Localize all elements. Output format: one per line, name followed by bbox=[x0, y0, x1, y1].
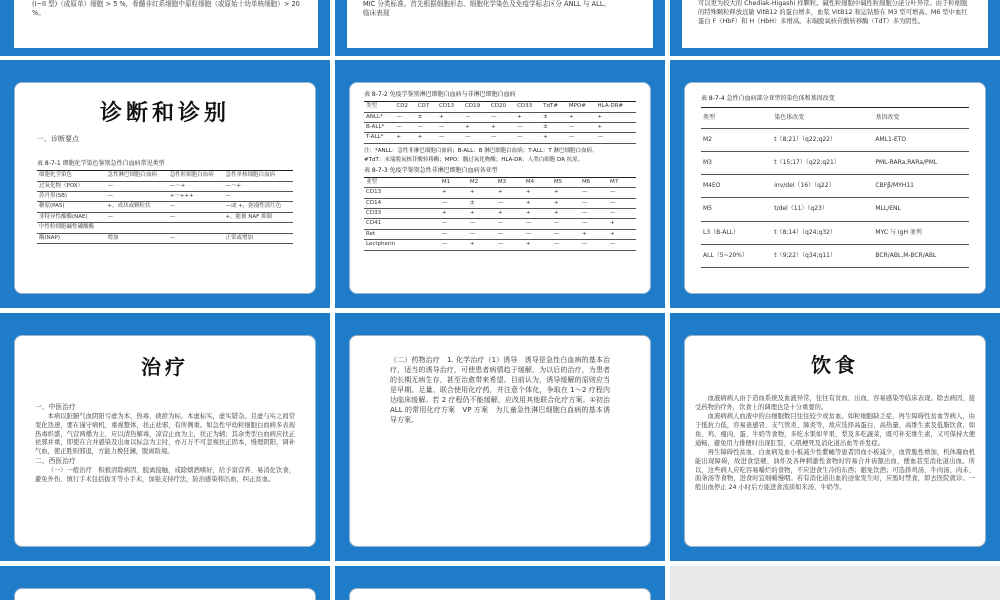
column-header: CD19 bbox=[463, 102, 489, 112]
table-cell: — bbox=[496, 229, 524, 239]
column-header: 急性单核细胞白血病 bbox=[223, 171, 293, 181]
table-cell: 增加 bbox=[106, 233, 168, 243]
column-header: CD13 bbox=[437, 102, 463, 112]
table-cell: +～+++ bbox=[168, 192, 224, 202]
table-cell: M5 bbox=[701, 198, 772, 221]
table-cell: PML-RARa,RARa/PML bbox=[873, 152, 969, 175]
table-cell: — bbox=[168, 233, 224, 243]
table-cell: — bbox=[496, 219, 524, 229]
table-cell: — bbox=[440, 229, 468, 239]
column-header: MPO# bbox=[567, 102, 596, 112]
thumbnail-8[interactable] bbox=[335, 313, 665, 561]
table-cell: t（9;22）（q34;q11） bbox=[772, 244, 873, 267]
table-cell: +，能被 NAF 抑制 bbox=[223, 212, 293, 222]
table-cell: BCR/ABL,M-BCR/ABL bbox=[873, 244, 969, 267]
table-cell: — bbox=[596, 133, 636, 143]
table-cell: — bbox=[496, 240, 524, 250]
table-cell: 非特异性酯酶(NAE) bbox=[37, 212, 106, 222]
table-cell: M2 bbox=[701, 129, 772, 152]
column-header: M6 bbox=[580, 177, 608, 187]
thumbnail-9[interactable] bbox=[670, 313, 1000, 561]
table-row bbox=[701, 175, 969, 198]
column-header: 类型 bbox=[364, 102, 394, 112]
table-cell: CD41 bbox=[364, 219, 440, 229]
table-cell bbox=[168, 223, 224, 233]
text-line: 二、西医治疗 bbox=[35, 457, 76, 466]
table-cell: + bbox=[463, 122, 489, 132]
slide-title: 诊断和诊别 bbox=[99, 100, 230, 126]
table-row bbox=[364, 208, 636, 218]
table-cell: ± bbox=[416, 112, 437, 122]
slide-3-text: 可以更为较大的 Chediak-Higashi 样颗粒。碱性粒细胞中碱性粒细胞分泌分叶异常。由于粒细胞的特殊颗粒释放远敏 VitB12 的蛋白增多，血浆 VitB12 和运钴胺在 M3 型可增高。M6 型中血红蛋白 F（HbF）和 H（HbH）多增高。末端脱氧核苷酸转移酶（TdT）多为阴性。 bbox=[698, 0, 968, 25]
table-row bbox=[701, 221, 969, 244]
table-note: #TdT：末端脱氧核苷酸转移酶；MPO：髓过氧化物酶；HLA-DR：人类白细胞 DR 抗原。 bbox=[364, 157, 584, 164]
table-row bbox=[701, 129, 969, 152]
table-cell: 苏丹黑(SB) bbox=[37, 192, 106, 202]
table-cell: + bbox=[552, 188, 580, 198]
table-cell: — bbox=[580, 219, 608, 229]
table-cell: — bbox=[567, 122, 596, 132]
thumbnail-11[interactable] bbox=[335, 566, 665, 600]
slide-1 bbox=[14, 0, 318, 48]
table-cell: inv/del（16）（q22） bbox=[772, 175, 873, 198]
table-cell: + bbox=[496, 208, 524, 218]
table-cell: — bbox=[468, 219, 496, 229]
slide-diet bbox=[684, 335, 986, 547]
table-cell: MYC 与 IgH 並列 bbox=[873, 221, 969, 244]
slide-title: 饮食 bbox=[811, 353, 859, 377]
table-cell: 正常或增加 bbox=[223, 233, 293, 243]
table-cell: — bbox=[468, 229, 496, 239]
table-cell: — bbox=[223, 192, 293, 202]
table-cell: + bbox=[524, 198, 552, 208]
column-header: CD33 bbox=[515, 102, 541, 112]
table-cell: — bbox=[608, 198, 636, 208]
immuno-table-2 bbox=[364, 177, 636, 251]
slide-gene bbox=[684, 82, 986, 294]
column-header: 亚型 bbox=[364, 177, 440, 187]
column-header: M4 bbox=[524, 177, 552, 187]
column-header: HLA-DR# bbox=[596, 102, 636, 112]
thumbnail-5[interactable] bbox=[335, 60, 665, 308]
table-cell: + bbox=[440, 188, 468, 198]
table-cell: — bbox=[440, 198, 468, 208]
table-cell: + bbox=[496, 188, 524, 198]
table-cell: — bbox=[515, 133, 541, 143]
table-cell bbox=[223, 223, 293, 233]
table-cell: + bbox=[468, 240, 496, 250]
table-cell: 酶(NAP) bbox=[37, 233, 106, 243]
table-row bbox=[37, 212, 293, 222]
table-cell: — bbox=[608, 240, 636, 250]
table-cell: + bbox=[394, 133, 415, 143]
table-row bbox=[364, 188, 636, 198]
gene-table bbox=[701, 107, 969, 268]
table-cell: CD14 bbox=[364, 198, 440, 208]
slide-2-text: MIC 分类标准。首先根据细胞形态、细胞化学染色及免疫学标志区分 ANLL 与 ALL。 bbox=[363, 0, 611, 8]
table-cell: + bbox=[608, 219, 636, 229]
table-cell: + bbox=[468, 208, 496, 218]
table-row bbox=[37, 223, 293, 233]
table-cell: MLL/ENL bbox=[873, 198, 969, 221]
table-cell: — bbox=[440, 240, 468, 250]
table-cell: t（8;21）（q22;q22） bbox=[772, 129, 873, 152]
text-line: 一、中医治疗 bbox=[35, 403, 76, 411]
thumbnail-7[interactable] bbox=[0, 313, 330, 561]
table-row bbox=[364, 198, 636, 208]
table-caption: 表 8-7-1 细胞化学染色鉴别急性白血病常见类型 bbox=[37, 160, 165, 168]
column-header: M5 bbox=[552, 177, 580, 187]
table-cell: +，成块或颗粒状 bbox=[106, 202, 168, 212]
table-cell: — bbox=[463, 112, 489, 122]
table-cell: + bbox=[515, 112, 541, 122]
table-cell: AML1-ETO bbox=[873, 129, 969, 152]
table-cell: ± bbox=[541, 112, 567, 122]
table-cell: + bbox=[524, 188, 552, 198]
text-paragraph: 再生障碍性贫血、白血病及血小板减少性紫癜等患者因血小板减少，血管脆性增加，机体凝血机能出现障碍，故进食坚硬、油炸及各种刺激性食物时容易合并齿龈出血、便血甚至消化道出血。所以，这些病人应吃容易嚼烂的食物，不应进食生冷的东西；避免饮酒；可选择鸡汤、牛肉汤、肉末、面条汤等食物，进食时宜细嚼慢咽。若有消化道出血的迹象发生时，应暂时禁食，即去医院就诊。一般出血停止 24 小时后方能进食流质如米汤、牛奶等。 bbox=[695, 448, 975, 492]
table-cell: — bbox=[168, 202, 224, 212]
slide-2-subheading: 临床表现 bbox=[363, 9, 390, 18]
table-cell: — bbox=[463, 133, 489, 143]
table-row bbox=[37, 233, 293, 243]
table-cell: ALL（5~20%） bbox=[701, 244, 772, 267]
table-row bbox=[701, 152, 969, 175]
table-cell: + bbox=[468, 188, 496, 198]
column-header: 急性粒细胞白血病 bbox=[168, 171, 224, 181]
slide-3 bbox=[682, 0, 988, 48]
table-cell: + bbox=[596, 112, 636, 122]
table-cell: 过氧化物（POX） bbox=[37, 181, 106, 191]
slide-treatment bbox=[14, 335, 316, 547]
thumbnail-2[interactable] bbox=[335, 0, 665, 56]
thumbnail-4[interactable] bbox=[0, 60, 330, 308]
table-cell: + bbox=[440, 208, 468, 218]
text-paragraph: （二）药物治疗 1. 化学治疗（1）诱导 诱导是急性白血病的基本治疗，适当的诱导治疗，可使患者病情趋于缓解，为以后的治疗，为患者的长期无病生存，甚至治愈带来希望。目前认为，诱导缓解的原则应当是早期、足量、联合使用化疗药，并注意个体化，争取在 1～2 疗程内达临床缓解。若 2 疗程仍不能缓解，应改用其他联合化疗方案。①初治 ALL 的常用化疗方案 VP 方案 为儿童急性淋巴细胞白血病的基本诱导方案。 bbox=[390, 356, 610, 424]
table-cell: ± bbox=[541, 122, 567, 132]
empty-slot bbox=[670, 566, 1000, 600]
table-cell: — bbox=[437, 133, 463, 143]
table-cell: — bbox=[394, 112, 415, 122]
column-header: CD20 bbox=[489, 102, 515, 112]
table-caption: 表 8-7-2 免疫学鉴别淋巴细胞白血病与非淋巴细胞白血病 bbox=[364, 91, 516, 98]
table-cell: — bbox=[440, 219, 468, 229]
text-paragraph: （一）一般治疗 积极清除病因、脱离接触，戒除烟酒嗜好，给予富营养、易消化饮食，避免外伤、慎行手术包括拔牙等小手术，加强支持疗法，防治感染和出血，纠正贫血。 bbox=[35, 466, 295, 483]
column-header: 基因改变 bbox=[873, 108, 969, 129]
thumbnail-3[interactable] bbox=[670, 0, 1000, 56]
thumbnail-10[interactable] bbox=[0, 566, 330, 600]
table-cell: — bbox=[489, 133, 515, 143]
table-cell: + bbox=[552, 198, 580, 208]
column-header: 染色体改变 bbox=[772, 108, 873, 129]
column-header: M3 bbox=[496, 177, 524, 187]
table-cell: — bbox=[524, 229, 552, 239]
table-cell: — bbox=[106, 212, 168, 222]
table-cell: M4EO bbox=[701, 175, 772, 198]
stain-table bbox=[37, 170, 293, 244]
column-header: CD7 bbox=[416, 102, 437, 112]
table-caption: 表 8-7-4 急性白血病部分亚型的染色体和基因改变 bbox=[701, 95, 835, 102]
table-caption: 表 8-7-3 免疫学鉴别急性非淋巴细胞白血病各亚型 bbox=[364, 166, 498, 174]
table-cell: — bbox=[496, 198, 524, 208]
table-cell: — bbox=[437, 122, 463, 132]
table-cell: — bbox=[552, 219, 580, 229]
section-heading: 一、诊断要点 bbox=[37, 134, 79, 143]
slide-11 bbox=[349, 588, 651, 600]
table-row bbox=[37, 202, 293, 212]
column-header: CD2 bbox=[394, 102, 415, 112]
table-row bbox=[364, 240, 636, 250]
slide-diagnosis bbox=[14, 82, 316, 294]
table-cell: M3 bbox=[701, 152, 772, 175]
table-cell bbox=[106, 223, 168, 233]
immuno-table-1 bbox=[364, 101, 636, 144]
table-row bbox=[364, 229, 636, 239]
text-paragraph: 血液病病人血液中的白细胞数目往往较少或贫血。如粒细胞缺乏症、再生障碍性贫血等病人，由于抵抗力低，容易患感冒、支气管炎、肺炎等，故应选择高蛋白、高热量、高维生素及低脂饮食，如鱼、鸡、瘦肉、蛋、牛奶等食物，多吃水果如苹果、梨及多吃蔬菜，既可补充维生素，又可保持大便通畅，避免用力排便时出现肛裂、心肌梗死及消化道出血等并发症。 bbox=[695, 412, 975, 447]
table-cell: t/del（11）（q23） bbox=[772, 198, 873, 221]
table-cell: CD13 bbox=[364, 188, 440, 198]
table-cell: + bbox=[524, 208, 552, 218]
slide-drug-therapy bbox=[349, 335, 651, 547]
table-cell: — bbox=[515, 122, 541, 132]
table-cell: CBFβ/MYH11 bbox=[873, 175, 969, 198]
table-cell: B-ALL* bbox=[364, 122, 394, 132]
table-cell: 糖原(PAS) bbox=[37, 202, 106, 212]
table-cell: — bbox=[567, 133, 596, 143]
table-row bbox=[37, 192, 293, 202]
table-cell: — bbox=[608, 188, 636, 198]
table-cell: + bbox=[489, 122, 515, 132]
text-paragraph: 血液病病人由于造血系统及血液异常，往往有贫血、出血、容易感染等临床表现。除去病因、接受药物治疗外，饮食上的调理也是十分重要的。 bbox=[695, 395, 975, 411]
thumbnail-1[interactable] bbox=[0, 0, 330, 56]
table-cell: —～+ bbox=[168, 181, 224, 191]
table-note: 注：*ANLL：急性非淋巴细胞白血病；B-ALL：B 淋巴细胞白血病；T-ALL：T 淋巴细胞白血病。 bbox=[364, 147, 598, 154]
table-cell: CD33 bbox=[364, 208, 440, 218]
column-header: M1 bbox=[440, 177, 468, 187]
table-row bbox=[701, 198, 969, 221]
table-cell: + bbox=[541, 133, 567, 143]
table-cell: — bbox=[580, 188, 608, 198]
table-cell: —～+ bbox=[223, 181, 293, 191]
table-cell: + bbox=[580, 229, 608, 239]
table-cell: — bbox=[106, 181, 168, 191]
table-cell: T-ALL* bbox=[364, 133, 394, 143]
slide-immunology bbox=[349, 82, 651, 294]
table-cell: t（15;17）（q22;q21） bbox=[772, 152, 873, 175]
table-cell: — bbox=[524, 219, 552, 229]
table-cell: + bbox=[552, 208, 580, 218]
thumbnail-6[interactable] bbox=[670, 60, 1000, 308]
table-cell: — bbox=[416, 122, 437, 132]
table-row bbox=[701, 244, 969, 267]
table-row bbox=[364, 122, 636, 132]
column-header: M7 bbox=[608, 177, 636, 187]
table-cell: — bbox=[489, 112, 515, 122]
column-header: 类型 bbox=[701, 108, 772, 129]
table-cell: t（8;14）（q24;q32） bbox=[772, 221, 873, 244]
table-cell: + bbox=[596, 122, 636, 132]
column-header: 细胞化学染色 bbox=[37, 171, 106, 181]
slide-title: 治疗 bbox=[141, 355, 189, 379]
column-header: 急性淋巴细胞白血病 bbox=[106, 171, 168, 181]
table-cell: + bbox=[524, 240, 552, 250]
column-header: TdT# bbox=[541, 102, 567, 112]
table-cell: —或 +，弥漫性淡红色 bbox=[223, 202, 293, 212]
table-cell: — bbox=[580, 208, 608, 218]
table-cell: — bbox=[394, 122, 415, 132]
table-cell: Ret bbox=[364, 229, 440, 239]
table-cell: ANLL* bbox=[364, 112, 394, 122]
table-row bbox=[364, 133, 636, 143]
table-cell: — bbox=[608, 208, 636, 218]
table-cell: + bbox=[608, 229, 636, 239]
slide-1-text: (I~II 型)（成原单）细胞 > 5 %，骨髓非红系细胞中原粒细胞（或原始十幼单核细胞）> 20 %。 bbox=[32, 0, 300, 18]
table-cell: — bbox=[552, 229, 580, 239]
table-row bbox=[364, 219, 636, 229]
slide-10 bbox=[14, 588, 316, 600]
table-cell: L3（B-ALL） bbox=[701, 221, 772, 244]
table-cell: — bbox=[106, 192, 168, 202]
table-cell: — bbox=[580, 240, 608, 250]
table-cell: + bbox=[416, 133, 437, 143]
table-cell: — bbox=[168, 212, 224, 222]
column-header: M2 bbox=[468, 177, 496, 187]
table-cell: 中性粒细胞碱性磷酸酶 bbox=[37, 223, 106, 233]
table-cell: — bbox=[580, 198, 608, 208]
table-row bbox=[364, 112, 636, 122]
slide-2 bbox=[347, 0, 653, 48]
table-cell: + bbox=[437, 112, 463, 122]
table-cell: ± bbox=[468, 198, 496, 208]
table-cell: + bbox=[567, 112, 596, 122]
table-row bbox=[37, 181, 293, 191]
text-paragraph: 本病以脏腑气血阴阳亏虚为本，热毒、痰瘀为标，本虚标实，虚实错杂。且虚与实之间常变化迭速，要在谨守病机，重视整体，扶正祛邪，有所侧重。如急性早幼粒细胞白血病多表现热毒炽盛，气营两燔为主，应以清热解毒，凉营止血为主，扶正为辅；其余类型白血病应扶正祛邪并重，即使在合并感染及出血以标急为主时，亦万万不可忽视扶正固本，慢理阴阳，调补气血，使正胜则邪退，方能力挽狂澜，脱离险境。 bbox=[35, 412, 295, 456]
table-cell: — bbox=[552, 240, 580, 250]
table-cell: Lectpherin bbox=[364, 240, 440, 250]
